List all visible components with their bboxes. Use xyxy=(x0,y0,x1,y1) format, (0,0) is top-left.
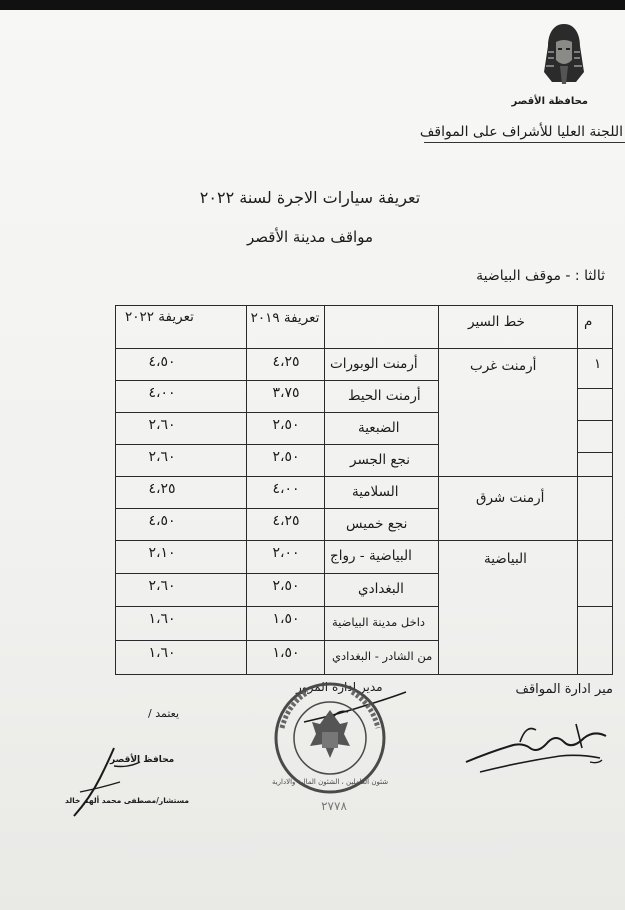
table-divider xyxy=(115,380,438,381)
fare-2022: ٢،٦٠ xyxy=(148,417,176,433)
destination: البياضية - رواج xyxy=(330,548,412,564)
table-divider xyxy=(115,444,438,445)
fare-2019: ٤،٠٠ xyxy=(272,481,300,497)
table-border xyxy=(115,305,613,306)
table-divider xyxy=(577,388,612,389)
fare-2019: ٤،٢٥ xyxy=(272,354,300,370)
fare-2022: ١،٦٠ xyxy=(148,645,176,661)
fare-2019: ٢،٥٠ xyxy=(272,417,300,433)
fare-2019: ٢،٠٠ xyxy=(272,545,300,561)
fare-2022: ٤،٢٥ xyxy=(148,481,176,497)
approved-label: يعتمد / xyxy=(148,707,180,720)
destination: داخل مدينة البياضية xyxy=(332,615,426,629)
header-route: خط السير xyxy=(468,314,525,330)
fare-2019: ٣،٧٥ xyxy=(272,385,300,401)
governor-name: مستشار/مصطفى محمد ألهم خالد xyxy=(65,796,189,805)
document-title: تعريفة سيارات الاجرة لسنة ٢٠٢٢ xyxy=(199,188,421,207)
fare-2022: ٤،٠٠ xyxy=(148,385,176,401)
route-name: أرمنت شرق xyxy=(476,490,545,506)
table-divider xyxy=(115,606,438,607)
table-divider xyxy=(577,305,578,675)
fare-2019: ١،٥٠ xyxy=(272,611,300,627)
table-divider xyxy=(115,412,438,413)
fare-2019: ٢،٥٠ xyxy=(272,578,300,594)
table-divider xyxy=(115,573,438,574)
destination: أرمنت الوبورات xyxy=(330,356,418,372)
governor-signature xyxy=(70,738,150,820)
fare-2019: ٢،٥٠ xyxy=(272,449,300,465)
destination: نجع خميس xyxy=(346,516,408,532)
fare-2019: ٤،٢٥ xyxy=(272,513,300,529)
table-divider xyxy=(115,348,613,349)
destination: نجع الجسر xyxy=(350,452,411,468)
destination: أرمنت الحيط xyxy=(348,388,421,404)
route-name: البياضية xyxy=(484,551,527,567)
document-subtitle: مواقف مدينة الأقصر xyxy=(246,228,373,246)
destination: الضبعية xyxy=(358,420,400,436)
row-number: ١ xyxy=(594,356,602,372)
table-divider xyxy=(115,508,438,509)
fare-2022: ٢،١٠ xyxy=(148,545,176,561)
fare-2022: ٤،٥٠ xyxy=(148,354,176,370)
header-fare-2019: تعريفة ٢٠١٩ xyxy=(250,310,320,326)
governor-title: محافظ الأقصر xyxy=(110,755,175,765)
parking-manager-label: مير ادارة المواقف xyxy=(515,682,613,697)
header-num: م xyxy=(584,314,593,330)
table-divider xyxy=(115,640,438,641)
table-divider xyxy=(438,305,439,675)
pharaoh-mask-logo xyxy=(538,22,590,92)
destination: من الشادر - البغدادي xyxy=(332,649,433,663)
route-name: أرمنت غرب xyxy=(470,358,537,374)
table-divider xyxy=(115,476,613,477)
destination: البغدادي xyxy=(358,581,404,597)
fare-2022: ٢،٦٠ xyxy=(148,578,176,594)
section-heading: ثالثا : - موقف البياضية xyxy=(476,268,605,284)
traffic-manager-label: مدير ادارة المرور xyxy=(296,680,383,694)
table-divider xyxy=(577,452,612,453)
official-stamp xyxy=(268,676,396,816)
destination: السلامية xyxy=(352,484,399,500)
fare-2019: ١،٥٠ xyxy=(272,645,300,661)
fare-2022: ١،٦٠ xyxy=(148,611,176,627)
stamp-text: شئون العاملين ، الشئون المالية والادارية xyxy=(271,778,389,786)
committee-name: اللجنة العليا للأشراف على المواقف xyxy=(419,124,623,140)
fare-2022: ٤،٥٠ xyxy=(148,513,176,529)
table-border xyxy=(612,305,613,675)
committee-underline xyxy=(424,142,625,143)
table-border xyxy=(115,674,613,675)
table-divider xyxy=(577,606,612,607)
header-fare-2022: تعريفة ٢٠٢٢ xyxy=(125,309,194,325)
photo-top-edge xyxy=(0,0,625,10)
fare-2022: ٢،٦٠ xyxy=(148,449,176,465)
governorate-name: محافظة الأقصر xyxy=(511,96,588,107)
stamp-code: ٢٧٧٨ xyxy=(321,799,347,813)
table-divider xyxy=(577,420,612,421)
parking-manager-signature xyxy=(460,712,610,782)
table-divider xyxy=(115,540,613,541)
